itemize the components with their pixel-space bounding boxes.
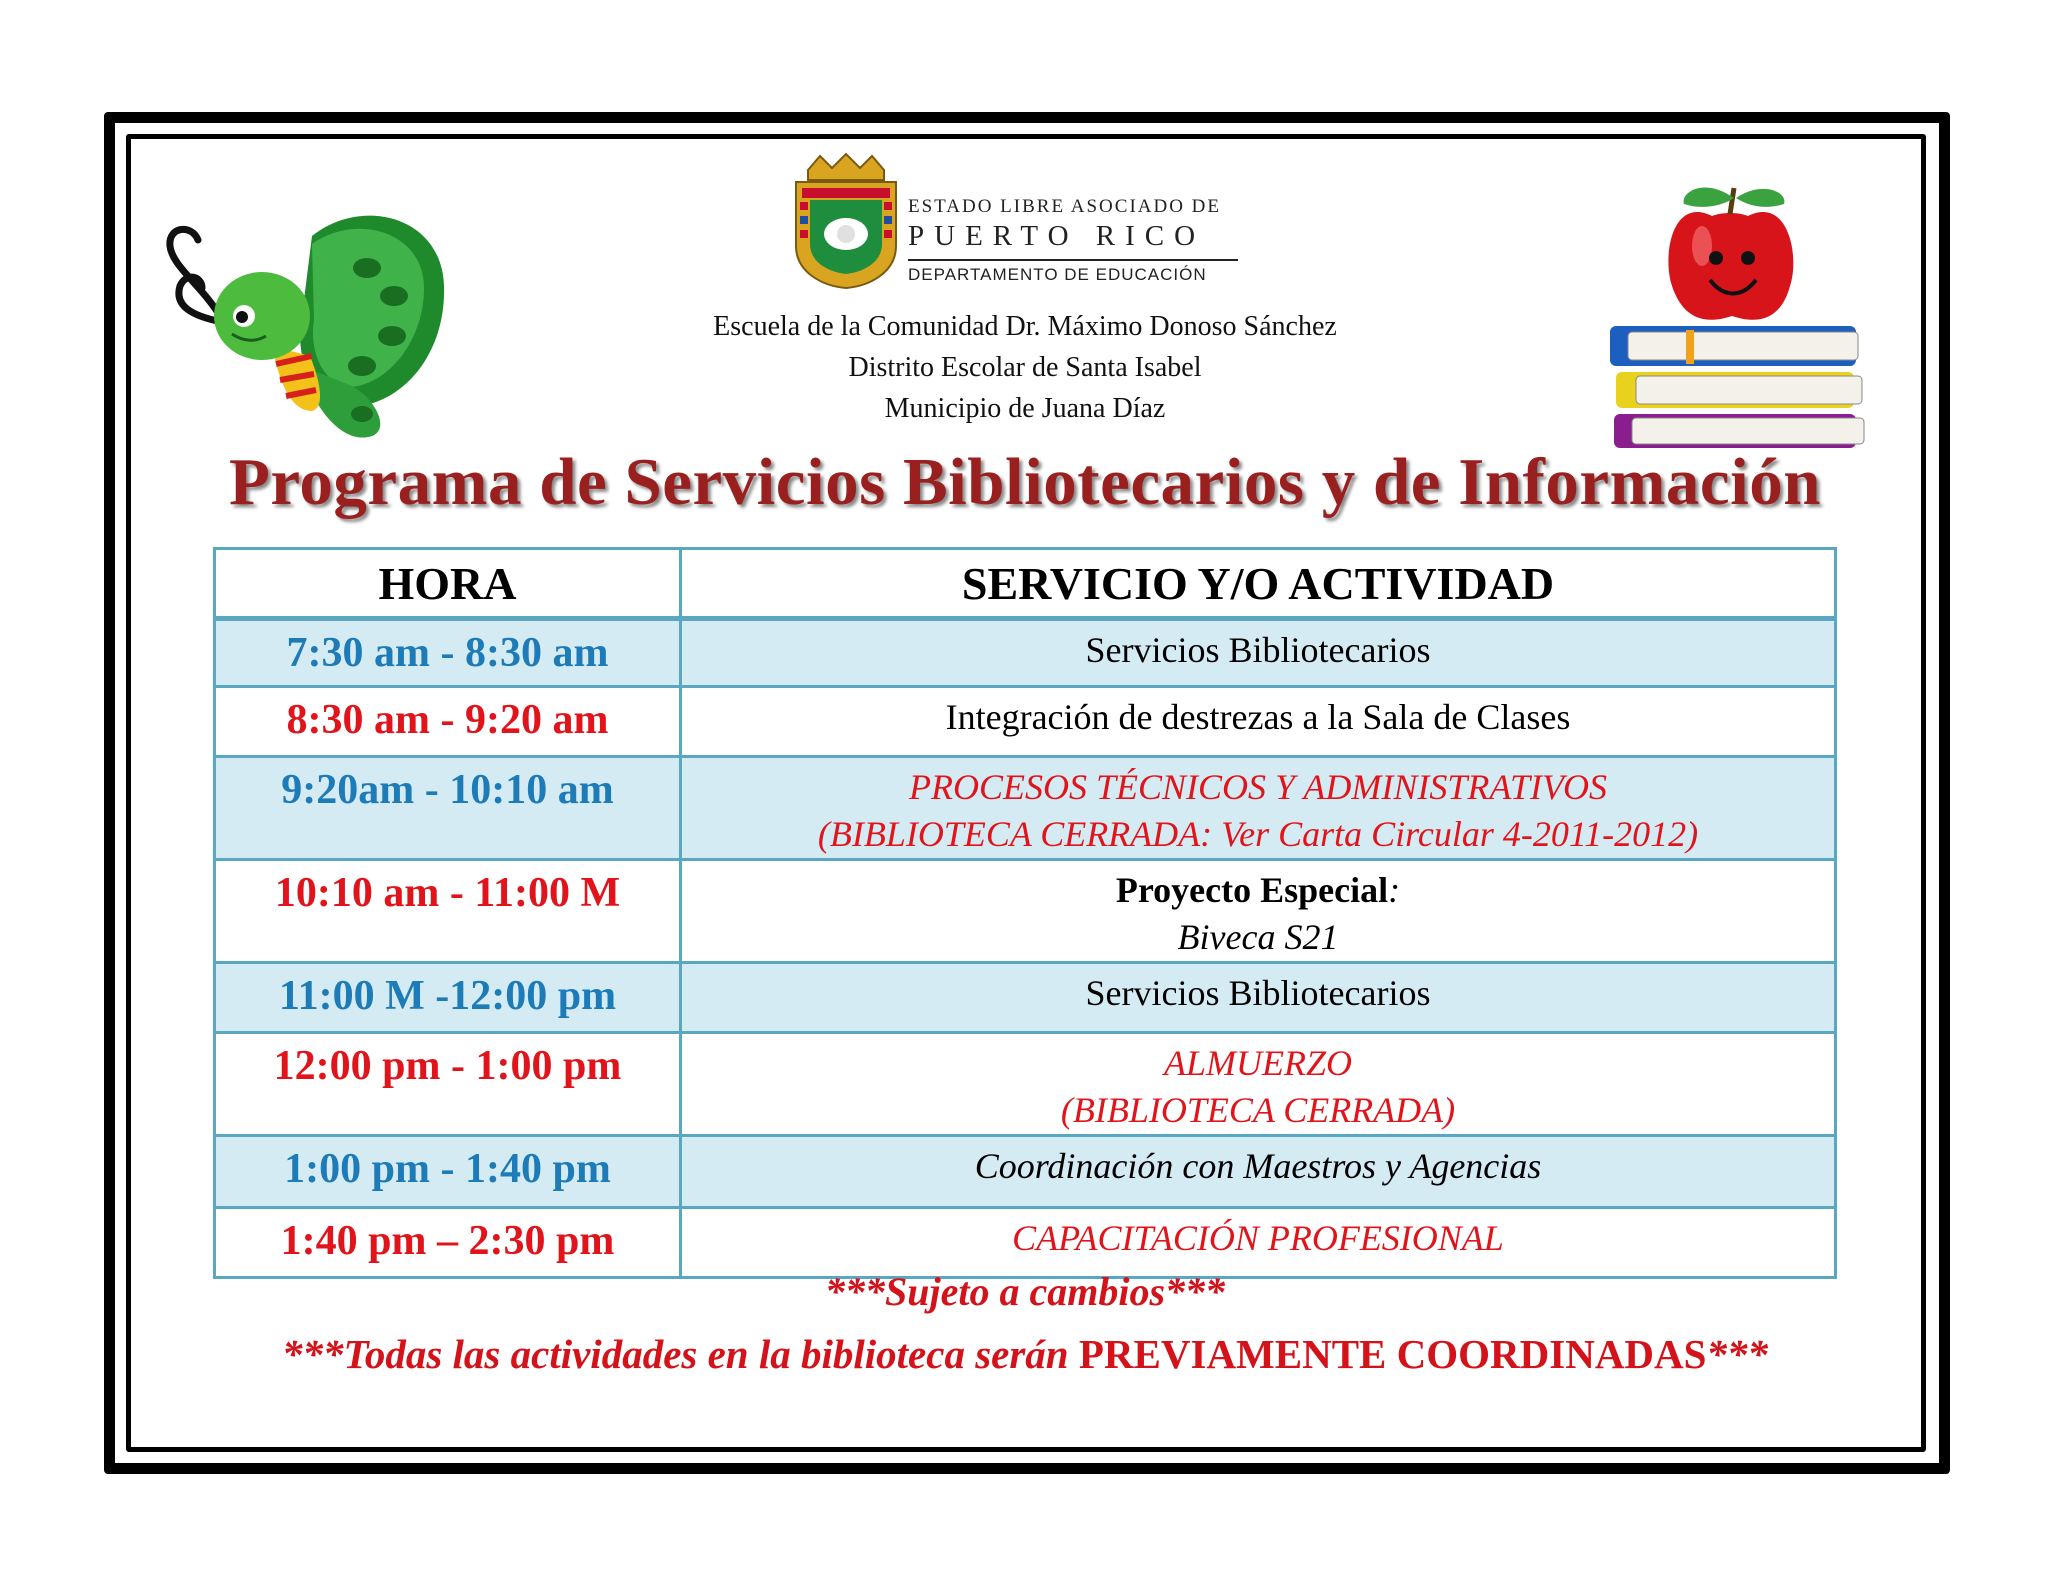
table-header-row bbox=[215, 549, 1836, 619]
time-cell: 1:40 pm – 2:30 pm bbox=[215, 1208, 681, 1278]
puerto-rico-coat-of-arms bbox=[790, 150, 902, 290]
activity-colon: : bbox=[1388, 870, 1401, 910]
activity-text: ALMUERZO bbox=[1164, 1043, 1352, 1083]
time-cell: 11:00 M -12:00 pm bbox=[215, 963, 681, 1033]
activity-cell bbox=[681, 860, 1836, 963]
butterfly-clipart bbox=[162, 196, 462, 456]
seal-line-department: DEPARTAMENTO DE EDUCACIÓN bbox=[908, 265, 1207, 284]
table-row bbox=[215, 963, 1836, 1033]
activity-text: Integración de destrezas a la Sala de Clases bbox=[945, 697, 1571, 737]
school-name: Escuela de la Comunidad Dr. Máximo Donoso Sánchez bbox=[713, 311, 1337, 342]
activity-text: PROCESOS TÉCNICOS Y ADMINISTRATIVOS bbox=[909, 767, 1607, 807]
note-coordination-strong: PREVIAMENTE COORDINADAS bbox=[1078, 1331, 1707, 1377]
activity-cell bbox=[681, 963, 1836, 1033]
activity-text: Servicios Bibliotecarios bbox=[1085, 973, 1431, 1013]
time-cell: 9:20am - 10:10 am bbox=[215, 757, 681, 860]
header-hora: HORA bbox=[215, 549, 681, 619]
table-row bbox=[215, 1136, 1836, 1208]
activity-cell bbox=[681, 1136, 1836, 1208]
table-row bbox=[215, 860, 1836, 963]
seal-line-country: PUERTO RICO bbox=[908, 220, 1206, 252]
time-cell: 12:00 pm - 1:00 pm bbox=[215, 1033, 681, 1136]
school-municipality: Municipio de Juana Díaz bbox=[884, 393, 1166, 424]
time-cell: 8:30 am - 9:20 am bbox=[215, 687, 681, 757]
seal-text-block bbox=[908, 196, 1248, 285]
schedule-table bbox=[213, 547, 1837, 1279]
activity-text: Coordinación con Maestros y Agencias bbox=[974, 1146, 1542, 1186]
header-servicio: SERVICIO Y/O ACTIVIDAD bbox=[681, 549, 1836, 619]
table-row bbox=[215, 619, 1836, 687]
page-title: Programa de Servicios Bibliotecarios y de Información bbox=[228, 445, 1822, 519]
activity-text: CAPACITACIÓN PROFESIONAL bbox=[1012, 1218, 1504, 1258]
note-coordination-suffix: *** bbox=[1706, 1331, 1768, 1377]
activity-subtext: (BIBLIOTECA CERRADA: Ver Carta Circular 4-2011-2012) bbox=[817, 814, 1699, 854]
table-row bbox=[215, 1208, 1836, 1278]
table-row bbox=[215, 687, 1836, 757]
note-coordination-prefix: ***Todas las actividades en la biblioteca serán bbox=[282, 1331, 1079, 1377]
activity-cell bbox=[681, 687, 1836, 757]
activity-cell bbox=[681, 619, 1836, 687]
activity-subtext: (BIBLIOTECA CERRADA) bbox=[1060, 1090, 1456, 1130]
table-row bbox=[215, 1033, 1836, 1136]
time-cell: 10:10 am - 11:00 M bbox=[215, 860, 681, 963]
activity-text: Proyecto Especial bbox=[1115, 870, 1389, 910]
activity-subtext: Biveca S21 bbox=[1177, 917, 1339, 957]
note-coordination bbox=[130, 1330, 1920, 1378]
note-subject-to-change: ***Sujeto a cambios*** bbox=[824, 1269, 1226, 1314]
seal-divider bbox=[908, 259, 1238, 261]
table-row bbox=[215, 757, 1836, 860]
time-cell: 1:00 pm - 1:40 pm bbox=[215, 1136, 681, 1208]
seal-line-state: ESTADO LIBRE ASOCIADO DE bbox=[908, 196, 1222, 217]
activity-cell bbox=[681, 1208, 1836, 1278]
apple-on-books-clipart bbox=[1602, 176, 1882, 452]
activity-text: Servicios Bibliotecarios bbox=[1085, 630, 1431, 670]
school-district: Distrito Escolar de Santa Isabel bbox=[848, 352, 1202, 383]
activity-cell bbox=[681, 1033, 1836, 1136]
school-info bbox=[560, 306, 1490, 429]
time-cell: 7:30 am - 8:30 am bbox=[215, 619, 681, 687]
activity-cell bbox=[681, 757, 1836, 860]
